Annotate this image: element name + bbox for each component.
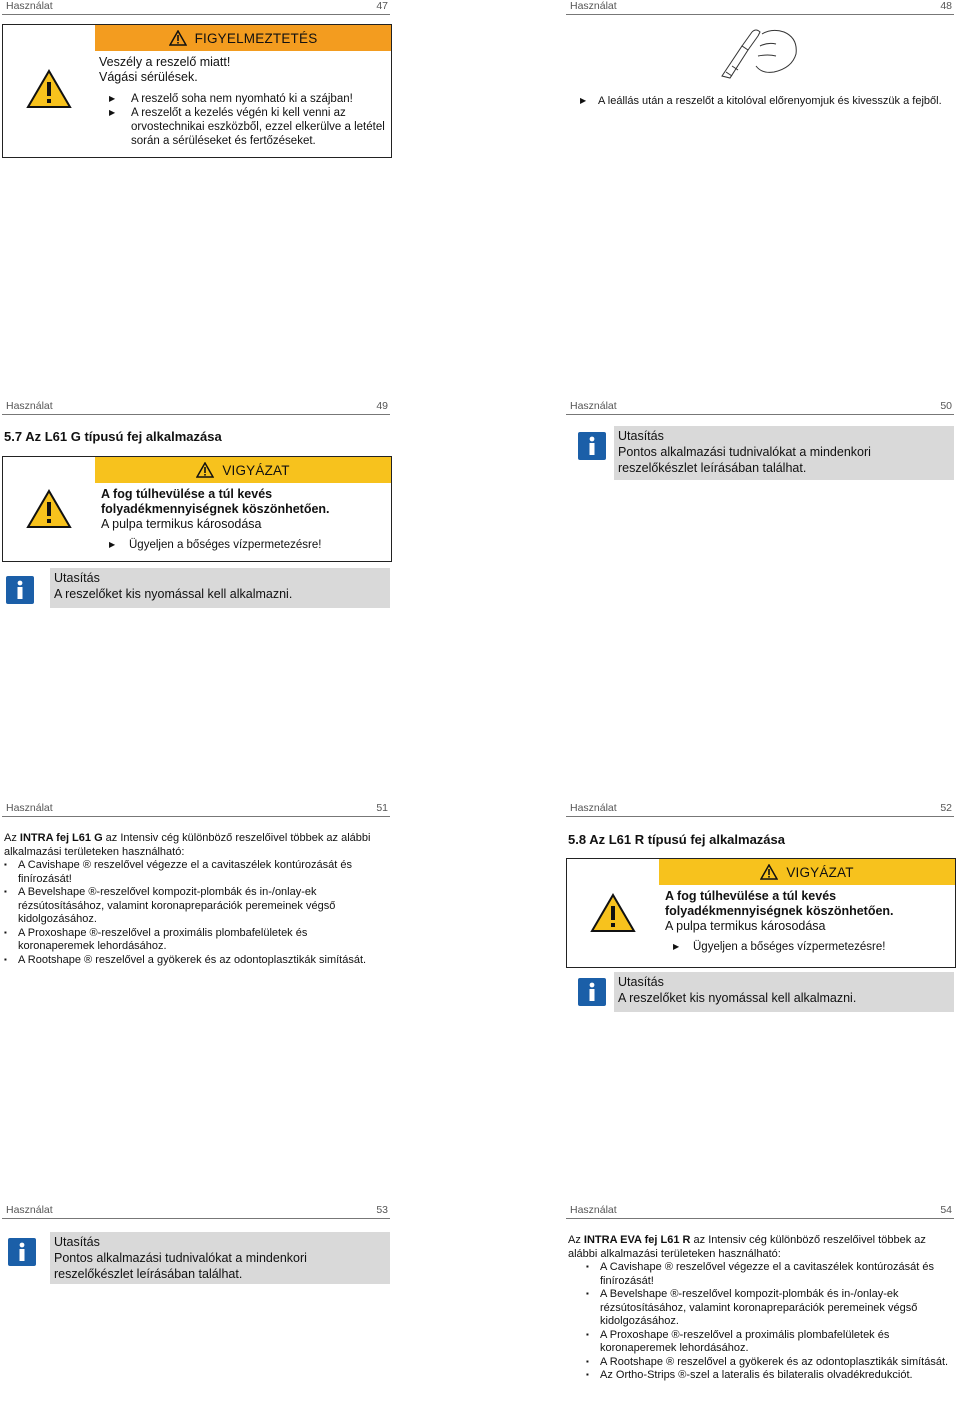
list-item: ▪ A Bevelshape ®-reszelővel kompozit-plombák és in-/onlay-ek rézsútosításához, valamint koronapreparációk peremeinek végső kidolgozásához.: [4, 886, 384, 927]
page-number: 50: [940, 400, 952, 412]
note-body: Pontos alkalmazási tudnivalókat a mindenkori reszelőkészlet leírásában találhat.: [618, 445, 871, 475]
page-number: 52: [940, 802, 952, 814]
page-number: 53: [376, 1204, 388, 1216]
intro-text: az Intensiv cég különböző reszelőivel többek az alábbi alkalmazási területeken használható:: [4, 832, 371, 858]
caution-title: A fog túlhevülése a túl kevés folyadékmennyiségnek köszönhetően.: [101, 487, 330, 516]
caution-level: VIGYÁZAT: [222, 462, 290, 478]
info-icon: [578, 978, 606, 1006]
caution-box: [566, 858, 956, 968]
page-header: [2, 400, 390, 415]
note-body: A reszelőket kis nyomással kell alkalmazni.: [54, 587, 293, 601]
page-number: 54: [940, 1204, 952, 1216]
caution-level-band: [659, 859, 955, 885]
note-box: [614, 972, 954, 1012]
list-item: ▪ A Proxoshape ®-reszelővel a proximális plombafelületek és koronaperemek lehordásához.: [4, 927, 384, 954]
note-title: Utasítás: [54, 1235, 100, 1249]
header-label: Használat: [570, 1204, 617, 1216]
warning-triangle-icon: [5, 473, 93, 545]
note-title: Utasítás: [618, 975, 664, 989]
small-warning-icon: [169, 30, 187, 46]
caution-box: [2, 456, 392, 562]
info-icon: [578, 432, 606, 460]
list-item: ▪ A Bevelshape ®-reszelővel kompozit-plombák és in-/onlay-ek rézsútosításához, valamint koronapreparációk peremeinek végső kidolgozásához.: [586, 1288, 952, 1329]
small-warning-icon: [196, 462, 214, 478]
caution-item: ▶ Ügyeljen a bőséges vízpermetezésre!: [95, 538, 391, 552]
warning-box: [2, 24, 392, 158]
warning-level-band: [95, 25, 391, 51]
note-title: Utasítás: [54, 571, 100, 585]
info-icon: [8, 1238, 36, 1266]
intro-text: Az: [4, 832, 20, 844]
page-number: 51: [376, 802, 388, 814]
warning-title: Veszély a reszelő miatt!: [99, 55, 231, 69]
page-number: 49: [376, 400, 388, 412]
info-icon: [6, 576, 34, 604]
caution-subtitle: A pulpa termikus károsodása: [101, 517, 262, 531]
intro-text: Az: [568, 1234, 584, 1246]
list-item: ▪ A Proxoshape ®-reszelővel a proximális plombafelületek és koronaperemek lehordásához.: [586, 1329, 952, 1356]
header-label: Használat: [6, 1204, 53, 1216]
caution-title: A fog túlhevülése a túl kevés folyadékmennyiségnek köszönhetően.: [665, 889, 894, 918]
page-header: [566, 400, 954, 415]
note-box: [50, 1232, 390, 1284]
section-title: 5.7 Az L61 G típusú fej alkalmazása: [4, 429, 222, 444]
page-header: [2, 802, 390, 817]
header-label: Használat: [6, 0, 53, 12]
header-label: Használat: [570, 802, 617, 814]
page-header: [566, 802, 954, 817]
section-title: 5.8 Az L61 R típusú fej alkalmazása: [568, 832, 785, 847]
warning-triangle-icon: [5, 51, 93, 127]
page-number: 47: [376, 0, 388, 12]
page-header: [2, 0, 390, 15]
warning-triangle-icon: [569, 877, 657, 949]
note-box: [50, 568, 390, 608]
page-header: [566, 1204, 954, 1219]
header-label: Használat: [570, 400, 617, 412]
note-title: Utasítás: [618, 429, 664, 443]
small-warning-icon: [760, 864, 778, 880]
note-body: Pontos alkalmazási tudnivalókat a mindenkori reszelőkészlet leírásában találhat.: [54, 1251, 307, 1281]
caution-level: VIGYÁZAT: [786, 864, 854, 880]
header-label: Használat: [6, 400, 53, 412]
warning-item: ▶ A reszelőt a kezelés végén ki kell venni az orvostechnikai eszközből, ezzel elkerülve a letétel során a sérüléseket és fertőzéseket.: [95, 106, 391, 148]
list-item: ▪ A Cavishape ® reszelővel végezze el a cavitaszélek kontúrozását és finírozását!: [4, 859, 384, 886]
list-item: ▪ A Cavishape ® reszelővel végezze el a cavitaszélek kontúrozását és finírozását!: [586, 1261, 952, 1288]
intro-paragraph: [568, 1234, 952, 1383]
caution-item: ▶ Ügyeljen a bőséges vízpermetezésre!: [659, 940, 955, 954]
header-label: Használat: [6, 802, 53, 814]
list-item: ▪ A Rootshape ® reszelővel a gyökerek és az odontoplasztikák simítását.: [4, 954, 384, 968]
header-label: Használat: [570, 0, 617, 12]
warning-item: ▶ A reszelő soha nem nyomható ki a szájban!: [95, 92, 391, 106]
warning-level: FIGYELMEZTETÉS: [194, 30, 318, 46]
list-item: ▪ Az Ortho-Strips ®-szel a lateralis és bilateralis olvadékredukciót.: [586, 1369, 952, 1383]
hand-with-file-icon: [712, 26, 802, 86]
intro-text: az Intensiv cég különböző reszelőivel többek az alábbi alkalmazási területeken használható:: [568, 1234, 926, 1260]
step-item: ▶ A leállás után a reszelőt a kitolóval előrenyomjuk és kivesszük a fejből.: [566, 94, 954, 108]
note-body: A reszelőket kis nyomással kell alkalmazni.: [618, 991, 857, 1005]
note-box: [614, 426, 954, 480]
list-item: ▪ A Rootshape ® reszelővel a gyökerek és az odontoplasztikák simítását.: [586, 1356, 952, 1370]
intro-paragraph: [4, 832, 384, 967]
device-name: INTRA fej L61 G: [19, 832, 103, 844]
device-name: INTRA EVA fej L61 R: [583, 1234, 691, 1246]
page-header: [566, 0, 954, 15]
caution-subtitle: A pulpa termikus károsodása: [665, 919, 826, 933]
page-header: [2, 1204, 390, 1219]
caution-level-band: [95, 457, 391, 483]
page-number: 48: [940, 0, 952, 12]
warning-subtitle: Vágási sérülések.: [99, 70, 198, 84]
